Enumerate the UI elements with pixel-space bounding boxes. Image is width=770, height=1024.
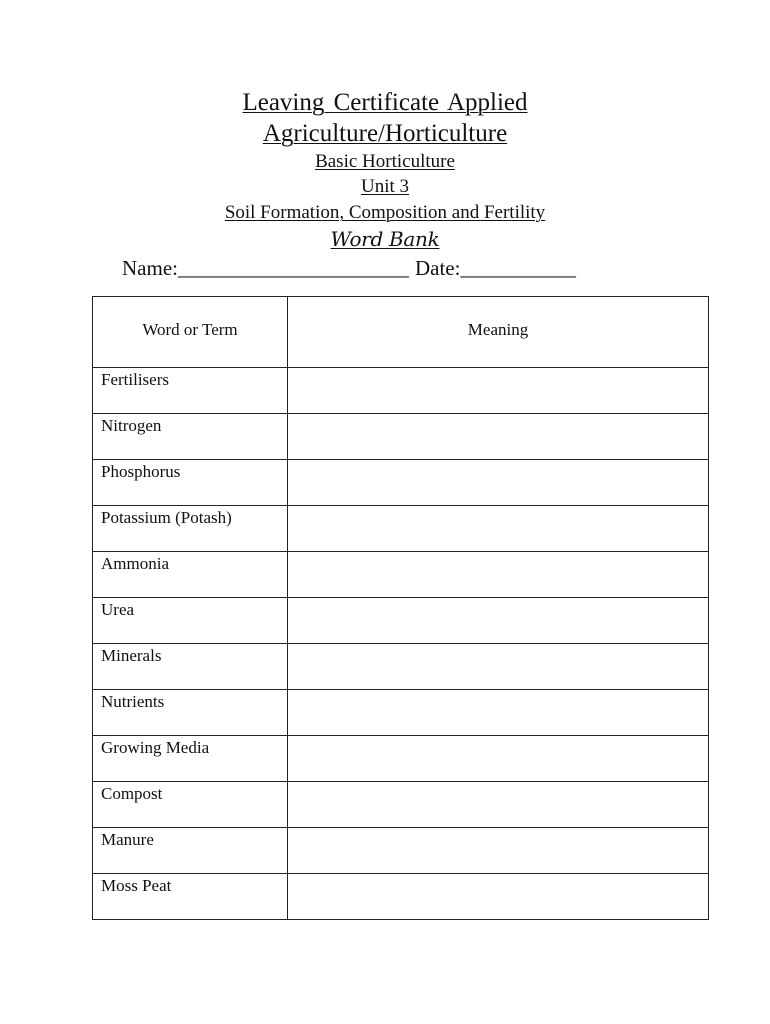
unit-title (0, 174, 770, 199)
table-row (93, 552, 709, 598)
term-cell: Urea (93, 598, 288, 644)
meaning-cell[interactable] (288, 736, 709, 782)
unit-title-text: Unit 3 (360, 176, 410, 197)
table-row (93, 644, 709, 690)
term-cell: Nitrogen (93, 414, 288, 460)
table-row (93, 460, 709, 506)
course-title-text: Basic Horticulture (315, 151, 455, 172)
meaning-cell[interactable] (288, 874, 709, 920)
course-title (0, 149, 770, 174)
term-cell: Manure (93, 828, 288, 874)
meaning-cell[interactable] (288, 690, 709, 736)
column-header-term: Word or Term (93, 297, 288, 368)
title-line-2 (0, 118, 770, 149)
meaning-cell[interactable] (288, 782, 709, 828)
term-cell: Ammonia (93, 552, 288, 598)
term-cell: Minerals (93, 644, 288, 690)
table-row (93, 782, 709, 828)
term-cell: Phosphorus (93, 460, 288, 506)
term-cell: Nutrients (93, 690, 288, 736)
topic-title (0, 199, 770, 226)
name-field[interactable]: Name:______________________ (122, 256, 409, 280)
table-row (93, 598, 709, 644)
table-row (93, 874, 709, 920)
title-line-2-text: Agriculture/Horticulture (262, 120, 508, 147)
table-row (93, 506, 709, 552)
meaning-cell[interactable] (288, 828, 709, 874)
topic-title-text: Soil Formation, Composition and Fertility (224, 202, 546, 223)
meaning-cell[interactable] (288, 598, 709, 644)
meaning-cell[interactable] (288, 414, 709, 460)
table-header-row (93, 297, 709, 368)
table-row (93, 690, 709, 736)
meaning-cell[interactable] (288, 368, 709, 414)
name-date-line (122, 255, 576, 281)
table-row (93, 828, 709, 874)
term-cell: Fertilisers (93, 368, 288, 414)
term-cell: Compost (93, 782, 288, 828)
term-cell: Potassium (Potash) (93, 506, 288, 552)
word-bank-table (92, 296, 709, 920)
meaning-cell[interactable] (288, 552, 709, 598)
word-bank-heading (0, 226, 770, 253)
title-line-1 (0, 88, 770, 118)
date-field[interactable]: Date:___________ (414, 256, 576, 280)
meaning-cell[interactable] (288, 506, 709, 552)
column-header-meaning: Meaning (288, 297, 709, 368)
worksheet-header (0, 88, 770, 253)
meaning-cell[interactable] (288, 460, 709, 506)
term-cell: Growing Media (93, 736, 288, 782)
title-line-1-text: Leaving Certificate Applied (242, 89, 528, 116)
table-row (93, 736, 709, 782)
table-row (93, 414, 709, 460)
meaning-cell[interactable] (288, 644, 709, 690)
word-bank-heading-text: Word Bank (330, 227, 440, 251)
term-cell: Moss Peat (93, 874, 288, 920)
table-row (93, 368, 709, 414)
